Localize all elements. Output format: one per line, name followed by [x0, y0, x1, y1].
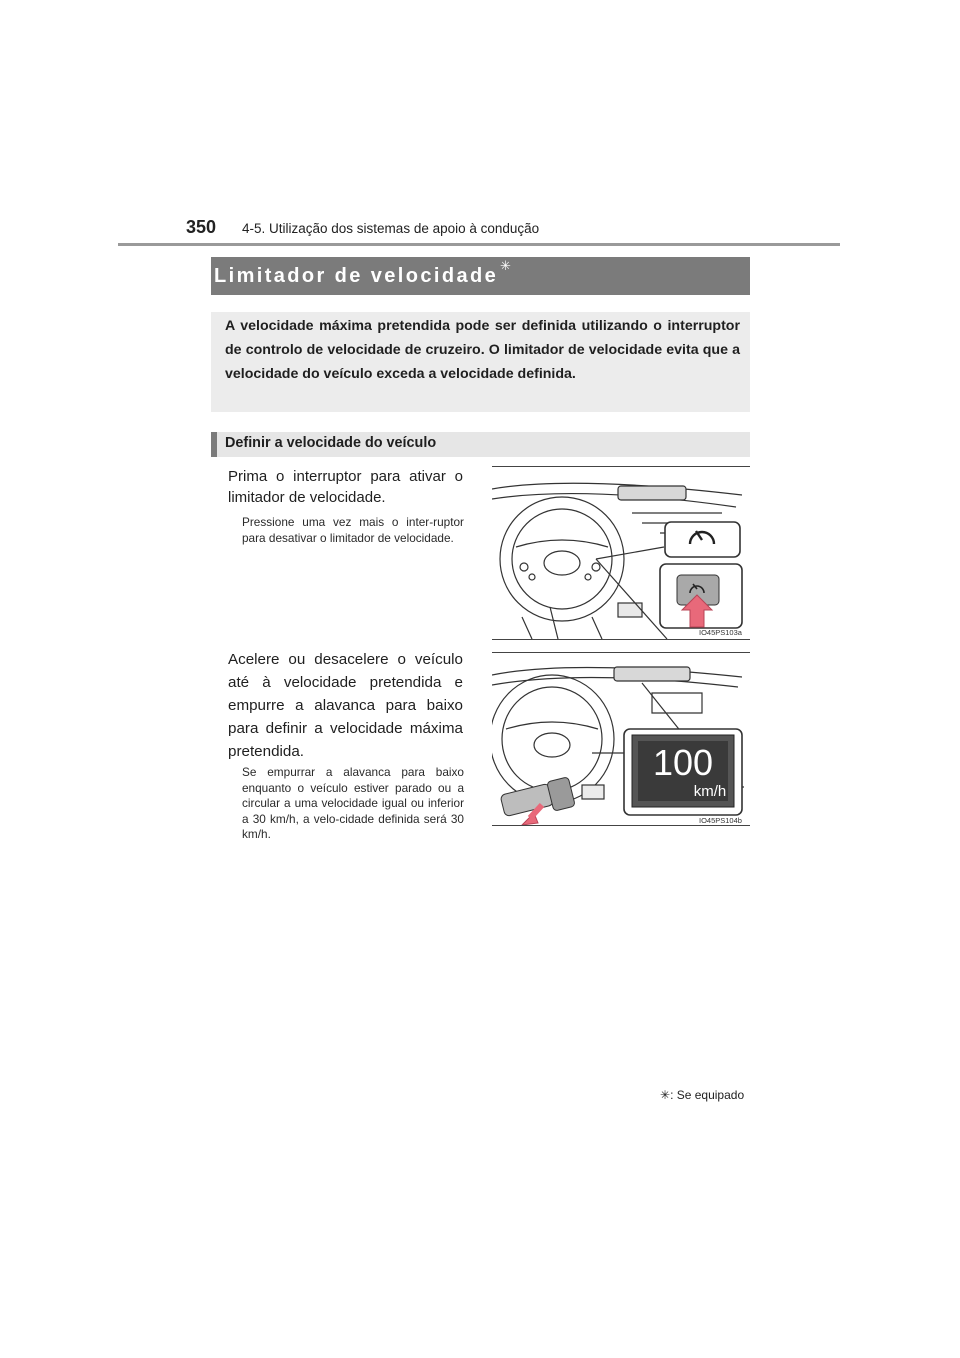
page-title: Limitador de velocidade	[214, 265, 499, 287]
step-1-note: Pressione uma vez mais o inter-ruptor para desativar o limitador de velocidade.	[242, 515, 464, 545]
step-2-text: Acelere ou desacelere o veículo até à velocidade pretendida e empurre a alavanca para baixo para definir a velocidade máxima pretendida.	[228, 651, 463, 760]
step-2-note: Se empurrar a alavanca para baixo enquanto o veículo estiver parado ou a circular a uma velocidade igual ou inferior a 30 km/h, a velo-cidade definida será 30 km/h.	[242, 765, 464, 841]
figure-2-code: IO45PS104b	[699, 816, 742, 825]
figure-lever-illustration	[492, 652, 750, 826]
step-1-text: Prima o interruptor para ativar o limitador de velocidade.	[228, 468, 463, 506]
equipped-marker-icon: ✳	[500, 258, 511, 273]
chapter-heading: 4-5. Utilização dos sistemas de apoio à condução	[242, 221, 540, 236]
page-number: 350	[186, 217, 217, 237]
figure-switch-illustration	[492, 466, 750, 640]
footnote-text: : Se equipado	[670, 1088, 745, 1102]
header-rule	[118, 243, 840, 246]
speed-unit: km/h	[693, 783, 727, 800]
footnote	[660, 1088, 744, 1102]
section-heading: Definir a velocidade do veículo	[225, 435, 437, 451]
intro-text: A velocidade máxima pretendida pode ser definida utilizando o interruptor de controlo de velocidade de cruzeiro. O limitador de velocidade evita que a velocidade do veículo exceda a velocidade definida.	[225, 318, 740, 382]
figure-1-code: IO45PS103a	[699, 628, 742, 637]
equipped-marker-icon: ✳	[660, 1088, 671, 1102]
dashboard-lever-drawing	[492, 653, 750, 825]
dashboard-switch-drawing	[492, 467, 750, 639]
speed-value: 100	[652, 742, 714, 783]
